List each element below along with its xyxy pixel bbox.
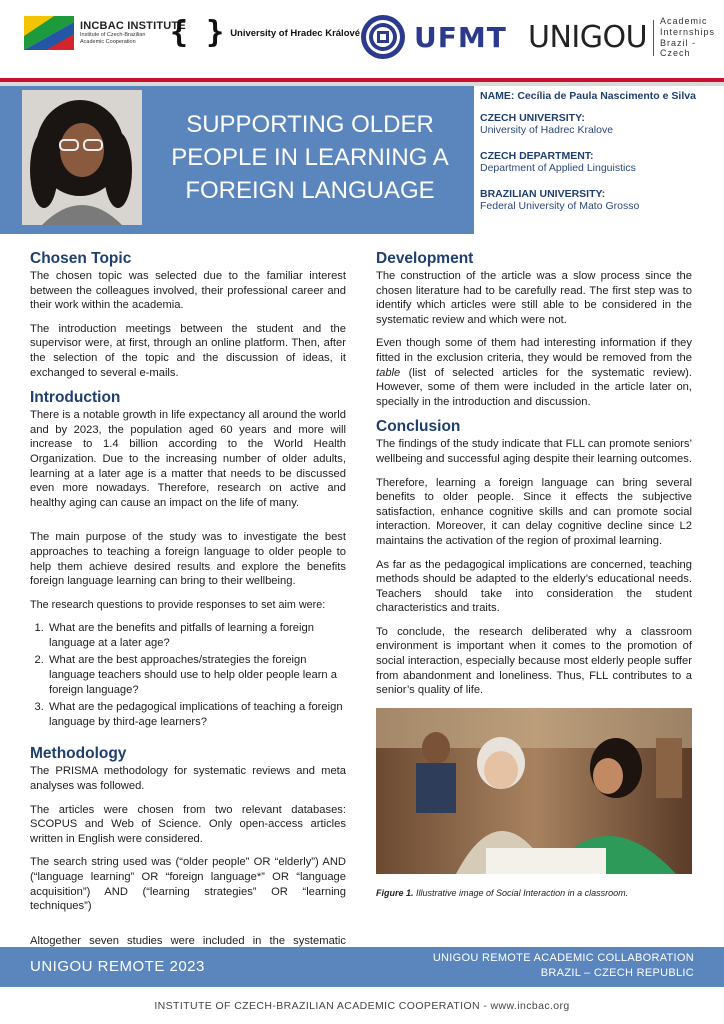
unigou-line-3: Brazil - Czech: [660, 37, 697, 59]
chosen-topic-paragraph-2: The introduction meetings between the student and the supervisor were, at first, through an online platform. Then, after the selection of the topic and the discussion of ideas, it exchanged to several e-mails.: [30, 322, 346, 379]
ufmt-emblem: [360, 14, 406, 60]
right-column: [376, 250, 692, 900]
footer-right-text: [433, 951, 694, 981]
chosen-topic-paragraph-1: The chosen topic was selected due to the familiar interest between the colleagues involved, their professional career and their work within the academia.: [30, 270, 346, 312]
incbac-subtitle-2: Academic Cooperation: [80, 39, 136, 45]
classroom-image: [376, 708, 692, 874]
unigou-line-1: Academic: [660, 16, 708, 26]
development-paragraph-2-start: Even though some of them had interesting information if they fitted in the exclusion criteria, they would be removed from the: [376, 337, 692, 364]
methodology-paragraph-2: The articles were chosen from two relevant databases: SCOPUS and Web of Science. Only open-access articles written in English were considered.: [30, 803, 346, 845]
methodology-paragraph-4: Altogether seven studies were included in the systematic: [30, 934, 346, 947]
poster-title: [150, 108, 470, 207]
czech-department-value: Department of Applied Linguistics: [480, 162, 636, 174]
ufmt-name: UFMT: [414, 20, 507, 54]
methodology-paragraph-1: The PRISMA methodology for systematic reviews and meta analyses was followed.: [30, 765, 346, 793]
unigou-logo: [528, 16, 724, 59]
development-paragraph-2-end: (list of selected articles for the systematic review). However, some of them were included in the article later on, specially in the introduction and discussion.: [376, 366, 692, 408]
chosen-topic-heading: Chosen Topic: [30, 250, 132, 267]
author-info: [480, 90, 720, 226]
unigou-name: UNIGOU: [528, 20, 648, 56]
development-paragraph-1: The construction of the article was a slow process since the chosen literature had to be carefully read. The first step was to identify which articles were still able to be considered in the systematic review and which were not.: [376, 270, 692, 326]
footer-institute-note: INSTITUTE OF CZECH-BRAZILIAN ACADEMIC COOPERATION - www.incbac.org: [154, 1000, 570, 1012]
footer-left-text: UNIGOU REMOTE 2023: [30, 958, 205, 975]
table-emphasis: table: [376, 366, 401, 379]
figure-caption: [376, 886, 692, 901]
conclusion-paragraph-3: As far as the pedagogical implications are concerned, teaching methods should be adapted to the elderly’s educational needs. Teachers should take into consideration the student characteristics and traits.: [376, 558, 692, 615]
ufmt-logo: [360, 14, 507, 60]
title-line-1: SUPPORTING OLDER: [186, 111, 434, 138]
development-paragraph-2: [376, 336, 692, 409]
footer-right-line-2: BRAZIL – CZECH REPUBLIC: [540, 967, 694, 979]
introduction-paragraph-1: There is a notable growth in life expectancy all around the world and by 2023, the population aged 60 years and more will increase to 1.4 billion according to the World Health Organization. Due to the increasing number of older adults, learning at a later age is a matter that needs to be discussed even more nowadays. Therefore, research on active and healthy aging can cause an impact on the life of many.: [30, 409, 346, 509]
incbac-emblem: [24, 16, 74, 50]
research-question: 1. What are the benefits and pitfalls of learning a foreign language at a later age?: [47, 621, 346, 650]
brazilian-university-value: Federal University of Mato Grosso: [480, 200, 640, 212]
incbac-logo: [24, 16, 186, 50]
uhk-braces: { }: [170, 15, 225, 50]
brazilian-university-label: BRAZILIAN UNIVERSITY:: [480, 188, 606, 200]
figure-caption-text: Illustrative image of Social Interaction in a classroom.: [413, 887, 629, 898]
methodology-paragraph-3: The search string used was (“older people” OR “elderly”) AND (“language learning” OR “foreign language*” OR “language acquisition”) AND (“learning strategies” OR “learning techniques”): [30, 856, 346, 913]
czech-department-label: CZECH DEPARTMENT:: [480, 150, 594, 162]
uhk-logo: [170, 15, 361, 50]
conclusion-paragraph-2: Therefore, learning a foreign language can bring several benefits to older people. Since it effects the subjective satisfaction, enhance cognitive skills and can promote social interaction. Moreover, it can delay cognitive decline since L2 maintains the activation of the region of proximal learning.: [376, 476, 692, 547]
research-questions-list: [30, 621, 346, 729]
title-line-3: FOREIGN LANGUAGE: [185, 177, 435, 204]
uhk-name: University of Hradec Králové: [230, 27, 361, 39]
author-name: NAME: Cecília de Paula Nascimento e Silva: [480, 90, 696, 102]
logo-bar: [0, 0, 724, 78]
conclusion-heading: Conclusion: [376, 418, 461, 436]
czech-university-label: CZECH UNIVERSITY:: [480, 112, 585, 124]
unigou-line-2: Internships: [660, 26, 716, 37]
title-line-2: PEOPLE IN LEARNING A: [171, 144, 449, 171]
introduction-heading: Introduction: [30, 389, 121, 407]
czech-university-value: University of Hadrec Kralove: [480, 124, 614, 136]
figure-label: Figure 1.: [376, 887, 414, 898]
left-column: [30, 250, 346, 972]
footer-right-line-1: UNIGOU REMOTE ACADEMIC COLLABORATION: [432, 952, 694, 964]
development-heading: Development: [376, 250, 474, 267]
research-question: 3. What are the pedagogical implications of teaching a foreign language by third-age learners?: [47, 700, 346, 729]
unigou-separator: [653, 20, 654, 56]
methodology-heading: Methodology: [30, 745, 127, 763]
introduction-paragraph-2: The main purpose of the study was to investigate the best approaches to teaching a foreign language to older people to help them achieve desired results and explore the benefits foreign language learning can bring to their wellbeing.: [30, 531, 346, 588]
conclusion-paragraph-1: The findings of the study indicate that FLL can promote seniors’ wellbeing and successful aging despite their learning outcomes.: [376, 438, 692, 465]
incbac-name: INCBAC INSTITUTE: [80, 20, 186, 33]
author-photo: [22, 90, 142, 225]
incbac-subtitle-1: Institute of Czech-Brazilian: [80, 32, 146, 39]
introduction-paragraph-3: The research questions to provide responses to set aim were:: [30, 598, 326, 611]
research-question: 2. What are the best approaches/strategies the foreign language teachers should use to help older people learn a foreign language?: [47, 653, 346, 697]
conclusion-paragraph-4: To conclude, the research deliberated why a classroom environment is important when it comes to the promotion of social interaction, especially because most elderly people suffer from abandonment and loneliness. Thus, FLL contributes to a senior’s quality of life.: [376, 625, 692, 697]
